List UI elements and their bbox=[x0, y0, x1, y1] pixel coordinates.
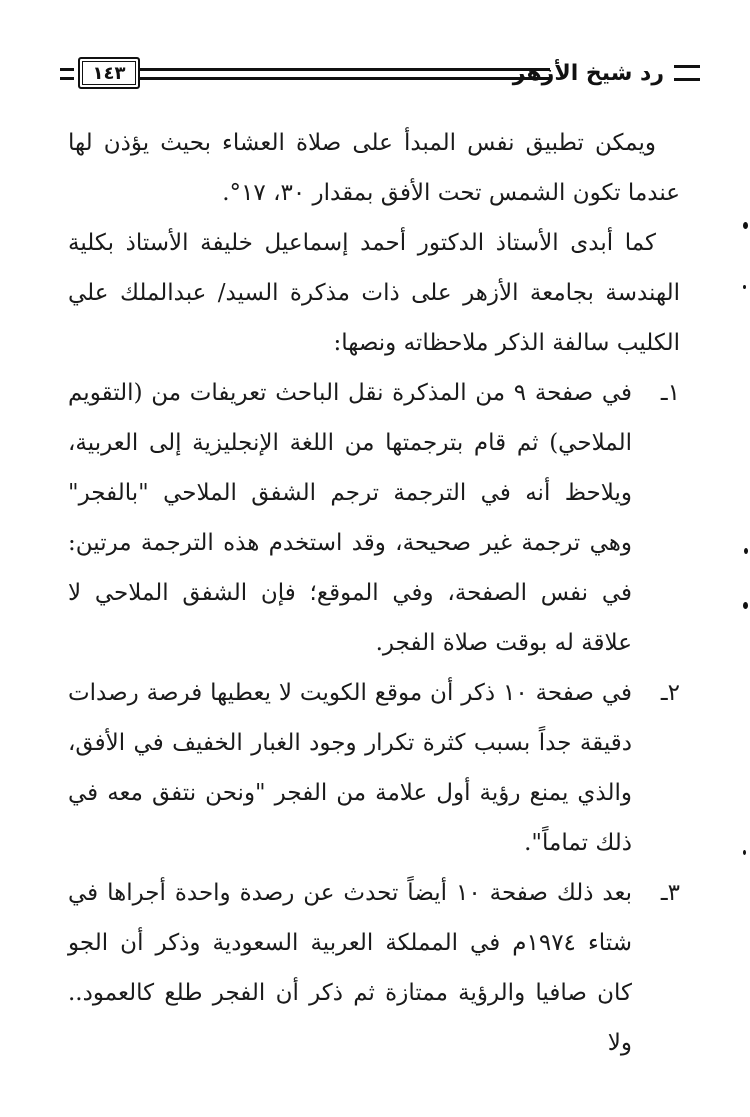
scan-speck bbox=[743, 222, 748, 229]
list-item-number: ٢ـ bbox=[660, 680, 680, 706]
page-body bbox=[68, 118, 680, 1068]
paragraph: كما أبدى الأستاذ الدكتور أحمد إسماعيل خليفة الأستاذ بكلية الهندسة بجامعة الأزهر على ذات مذكرة السيد/ عبدالملك علي الكليب سالفة الذكر ملاحظاته ونصها: bbox=[68, 230, 680, 356]
page-header bbox=[60, 55, 700, 91]
page-number: ١٤٣ bbox=[92, 62, 126, 84]
running-title-group bbox=[513, 55, 700, 91]
list-item bbox=[68, 868, 680, 1068]
list-item-text: في صفحة ١٠ ذكر أن موقع الكويت لا يعطيها فرصة رصدات دقيقة جداً بسبب كثرة تكرار وجود الغبار الخفيف في الأفق، والذي يمنع رؤية أول علامة من الفجر "ونحن نتفق معه في ذلك تماماً". bbox=[68, 680, 632, 856]
header-ornament-lines bbox=[674, 65, 700, 81]
scan-speck bbox=[744, 548, 748, 554]
list-item-text: في صفحة ٩ من المذكرة نقل الباحث تعريفات من (التقويم الملاحي) ثم قام بترجمتها من اللغة الإنجليزية إلى العربية، ويلاحظ أنه في الترجمة ترجم الشفق الملاحي "بالفجر" وهي ترجمة غير صحيحة، وقد استخدم هذه الترجمة مرتين: في نفس الصفحة، وفي الموقع؛ فإن الشفق الملاحي لا علاقة له بوقت صلاة الفجر. bbox=[68, 380, 632, 656]
list-item-number: ٣ـ bbox=[660, 880, 680, 906]
scan-speck bbox=[743, 285, 746, 289]
list-item-number: ١ـ bbox=[660, 380, 680, 406]
scan-speck bbox=[743, 850, 746, 855]
running-title: رد شيخ الأزهر bbox=[512, 60, 664, 86]
page-number-frame bbox=[78, 57, 140, 89]
header-rule bbox=[140, 68, 550, 80]
header-rule-left bbox=[60, 68, 74, 80]
list-item bbox=[68, 668, 680, 868]
paragraph: ويمكن تطبيق نفس المبدأ على صلاة العشاء بحيث يؤذن لها عندما تكون الشمس تحت الأفق بمقدار ٣٠، ١٧°. bbox=[68, 130, 680, 206]
scan-speck bbox=[743, 602, 748, 609]
list-item bbox=[68, 368, 680, 668]
list-item-text: بعد ذلك صفحة ١٠ أيضاً تحدث عن رصدة واحدة أجراها في شتاء ١٩٧٤م في المملكة العربية السعودية وذكر أن الجو كان صافيا والرؤية ممتازة ثم ذكر أن الفجر طلع كالعمود.. ولا bbox=[68, 880, 633, 1056]
